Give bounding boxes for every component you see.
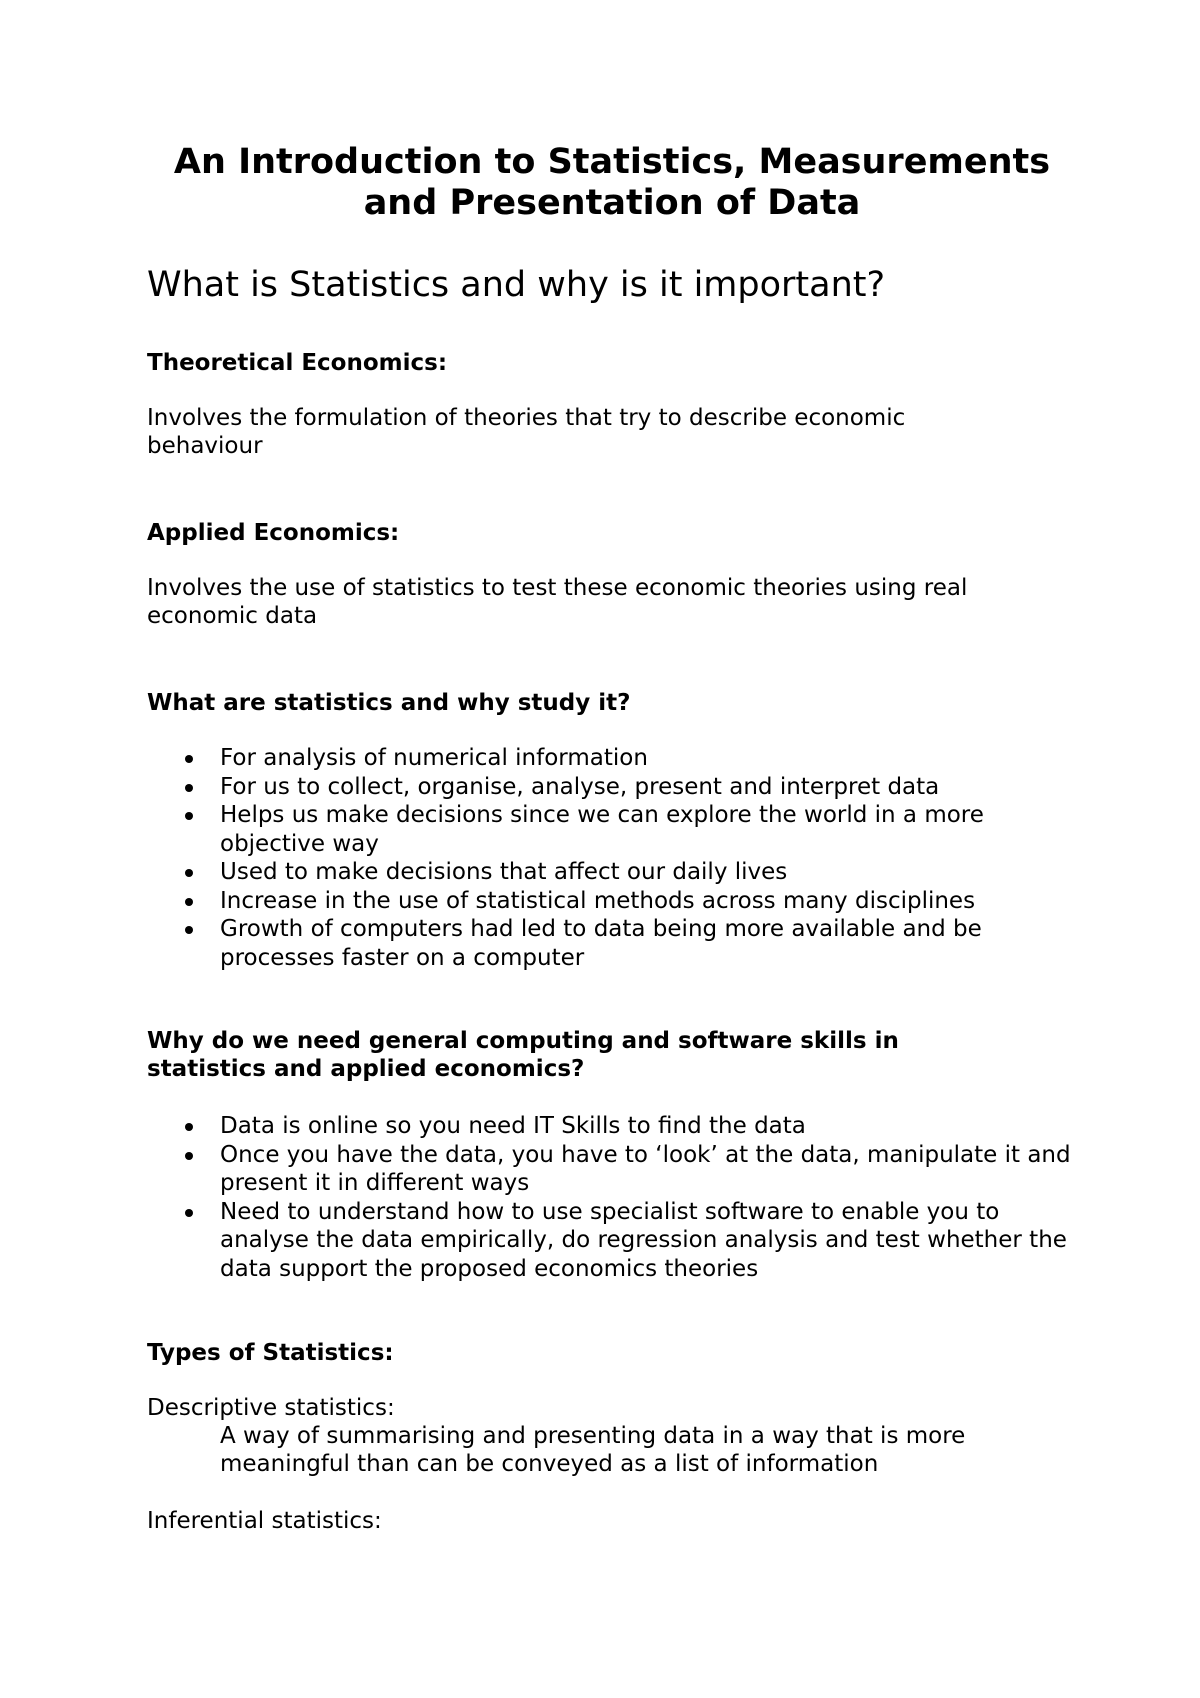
list-item [147, 801, 1077, 858]
document-title [147, 142, 1077, 224]
bullet-icon [185, 755, 193, 763]
bullet-icon [185, 1152, 193, 1160]
descriptive-statistics-text: A way of summarising and presenting data in a way that is more meaningful than can be conveyed as a list of information [220, 1423, 966, 1477]
section-subtitle: What is Statistics and why is it important? [147, 265, 886, 305]
bullet-icon [185, 898, 193, 906]
bullet-icon [185, 784, 193, 792]
title-line-1: An Introduction to Statistics, Measurements [173, 142, 1051, 182]
types-of-statistics-heading: Types of Statistics: [147, 1340, 394, 1366]
bullet-icon [185, 812, 193, 820]
list-item [147, 887, 1077, 916]
why-study-heading: What are statistics and why study it? [147, 690, 631, 716]
list-item-text: Increase in the use of statistical methods across many disciplines [220, 887, 976, 914]
bullet-icon [185, 1209, 193, 1217]
list-item [147, 773, 1077, 802]
list-item [147, 915, 1077, 972]
list-item-text: For analysis of numerical information [220, 745, 648, 771]
applied-economics-text: Involves the use of statistics to test these economic theories using real economic data [147, 575, 968, 629]
list-item [147, 1112, 1077, 1141]
computing-skills-list [147, 1112, 1077, 1283]
list-item-text: For us to collect, organise, analyse, present and interpret data [220, 773, 940, 800]
bullet-icon [185, 926, 193, 934]
computing-skills-heading: Why do we need general computing and software skills in statistics and applied economics? [147, 1028, 899, 1082]
list-item-text: Once you have the data, you have to ‘look’ at the data, manipulate it and present it in different ways [220, 1141, 1071, 1196]
why-study-list [147, 744, 1077, 972]
bullet-icon [185, 869, 193, 877]
descriptive-statistics-label: Descriptive statistics: [147, 1395, 395, 1421]
theoretical-economics-heading: Theoretical Economics: [147, 350, 448, 376]
inferential-statistics-label: Inferential statistics: [147, 1508, 382, 1534]
list-item-text: Growth of computers had led to data being more available and be processes faster on a computer [220, 916, 982, 971]
list-item [147, 744, 1077, 773]
list-item-text: Data is online so you need IT Skills to find the data [220, 1113, 806, 1139]
list-item-text: Helps us make decisions since we can explore the world in a more objective way [220, 802, 984, 857]
applied-economics-heading: Applied Economics: [147, 520, 400, 546]
list-item [147, 1141, 1077, 1198]
theoretical-economics-text: Involves the formulation of theories that try to describe economic behaviour [147, 405, 906, 459]
title-line-2: and Presentation of Data [363, 183, 861, 223]
list-item-text: Need to understand how to use specialist software to enable you to analyse the data empirically, do regression analysis and test whether the data support the proposed economics theories [220, 1198, 1067, 1282]
list-item [147, 1198, 1077, 1284]
bullet-icon [185, 1123, 193, 1131]
list-item-text: Used to make decisions that affect our daily lives [220, 859, 788, 885]
list-item [147, 858, 1077, 887]
